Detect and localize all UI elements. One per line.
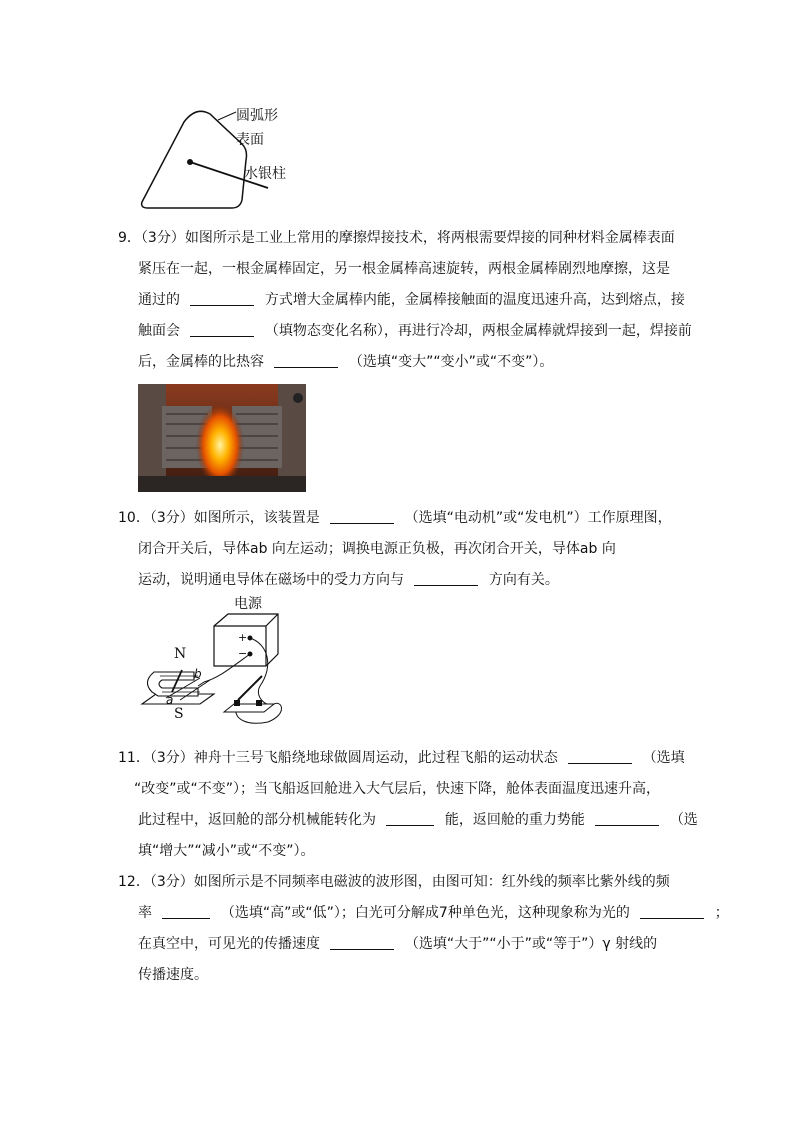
q10-line-1	[118, 508, 672, 528]
answer-blank[interactable]	[190, 291, 254, 306]
q11-line-3-a: 此过程中，返回舱的部分机械能转化为	[138, 812, 376, 828]
q9-line-4-text: （填物态变化名称），再进行冷却，两根金属棒就焊接到一起，焊接前	[264, 323, 692, 339]
answer-blank[interactable]	[414, 571, 478, 586]
answer-blank[interactable]	[190, 322, 254, 337]
label-north-pole: N	[174, 646, 187, 662]
q9-line-5	[138, 352, 553, 372]
answer-blank[interactable]	[386, 811, 434, 826]
q9-line-2: 紧压在一起，一根金属棒固定，另一根金属棒高速旋转，两根金属棒剧烈地摩擦，这是	[138, 261, 670, 277]
q9-line-3-text: 方式增大金属棒内能，金属棒接触面的温度迅速升高，达到熔点，接	[264, 292, 685, 308]
label-a: a	[166, 693, 174, 707]
q9-line-5-prefix: 后，金属棒的比热容	[138, 354, 264, 370]
answer-blank[interactable]	[330, 935, 394, 950]
label-minus: −	[238, 647, 248, 660]
answer-blank[interactable]	[330, 509, 394, 524]
answer-blank[interactable]	[568, 749, 632, 764]
question-12	[118, 872, 729, 1012]
q12-line-2-c: ；	[714, 905, 729, 921]
q12-line-2-a: 率	[138, 905, 152, 921]
q9-line-4-prefix: 触面会	[138, 323, 180, 339]
q9-line-3-prefix: 通过的	[138, 292, 180, 308]
q10-line-3-b: 方向有关。	[488, 572, 559, 588]
q11-line-1-b: （选填	[642, 750, 685, 766]
friction-welding-image	[138, 384, 306, 492]
question-9	[118, 228, 692, 370]
q9-line-5-text: （选填“变大”“变小”或“不变”）。	[348, 354, 554, 370]
q11-line-2: “改变”或“不变”）；当飞船返回舱进入大气层后，快速下降，舱体表面温度迅速升高，	[134, 781, 661, 797]
thermometer-cross-section-drawing	[136, 104, 306, 216]
label-south-pole: S	[174, 706, 184, 722]
label-arc-surface-2: 表面	[236, 132, 264, 148]
q11-line-3-b: 能，返回舱的重力势能	[444, 812, 585, 828]
q10-line-1-a: 10．（3分）如图所示，该装置是	[118, 510, 320, 526]
q10-line-1-b: （选填“电动机”或“发电机”）工作原理图，	[404, 510, 672, 526]
motor-apparatus-drawing	[138, 596, 298, 724]
q9-line-3	[138, 290, 685, 310]
q12-line-3-a: 在真空中，可见光的传播速度	[138, 936, 320, 952]
answer-blank[interactable]	[162, 904, 210, 919]
q9-line-1: 9．（3分）如图所示是工业上常用的摩擦焊接技术，将两根需要焊接的同种材料金属棒表面	[118, 230, 675, 246]
friction-welding-photo	[138, 384, 306, 492]
label-power-supply: 电源	[234, 596, 262, 612]
thermometer-figure	[136, 104, 306, 216]
q11-line-4: 填“增大”“减小”或“不变”）。	[138, 843, 315, 859]
q10-line-2: 闭合开关后，导体ab 向左运动；调换电源正负极，再次闭合开关，导体ab 向	[138, 541, 616, 557]
q10-line-3-a: 运动，说明通电导体在磁场中的受力方向与	[138, 572, 404, 588]
q10-line-3	[138, 570, 559, 590]
q12-line-3	[138, 934, 657, 954]
motor-apparatus-figure	[138, 596, 298, 724]
label-arc-surface-1: 圆弧形	[236, 108, 278, 124]
q12-line-1: 12．（3分）如图所示是不同频率电磁波的波形图，由图可知：红外线的频率比紫外线的频	[118, 874, 670, 890]
q11-line-3	[138, 810, 698, 830]
label-b: b	[194, 667, 202, 681]
q12-line-3-b: （选填“大于”“小于”或“等于”）γ 射线的	[404, 936, 658, 952]
q12-line-2-b: （选填“高”或“低”）；白光可分解成7种单色光，这种现象称为光的	[220, 905, 630, 921]
answer-blank[interactable]	[274, 353, 338, 368]
label-mercury-column: 水银柱	[244, 166, 286, 182]
q11-line-3-c: （选	[669, 812, 698, 828]
q12-line-2	[138, 903, 729, 923]
q11-line-1	[118, 748, 685, 768]
question-11	[118, 748, 698, 888]
q11-line-1-a: 11．（3分）神舟十三号飞船绕地球做圆周运动，此过程飞船的运动状态	[118, 750, 558, 766]
q12-line-4: 传播速度。	[138, 967, 208, 983]
label-plus: +	[238, 631, 248, 644]
answer-blank[interactable]	[595, 811, 659, 826]
answer-blank[interactable]	[640, 904, 704, 919]
q9-line-4	[138, 321, 692, 341]
